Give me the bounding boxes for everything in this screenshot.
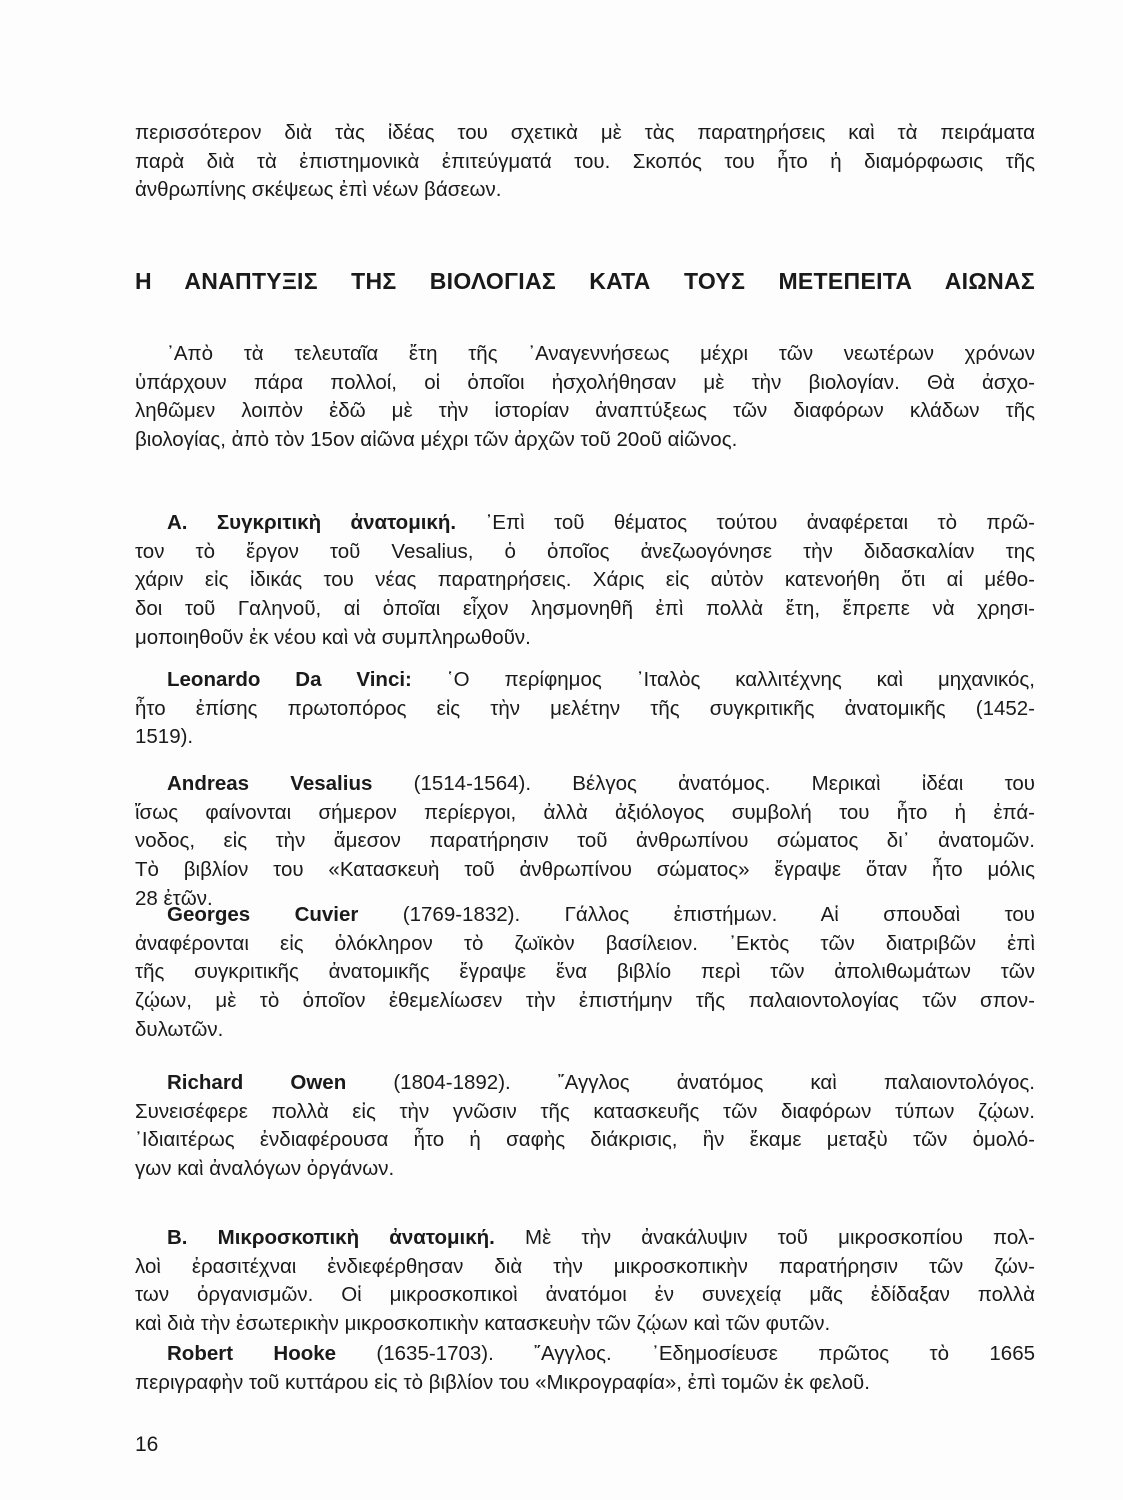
line-text: ᾽Απὸ τὰ τελευταῖα ἔτη τῆς ᾽Αναγεννήσεως μέχρι τῶν νεωτέρων χρόνων [167, 342, 1035, 365]
line-text: χάριν εἰς ἰδικάς του νέας παρατηρήσεις. Χάρις εἰς αὐτὸν κατενοήθη ὅτι αἱ μέθο- [135, 568, 1035, 592]
line-text: (1804-1892). ῎Αγγλος ἀνατόμος καὶ παλαιοντολόγος. [346, 1071, 1036, 1094]
line-text: περιγραφὴν τοῦ κυττάρου εἰς τὸ βιβλίον του «Μικρογραφία», ἐπὶ τομῶν ἐκ φελοῦ. [135, 1370, 870, 1394]
text-line [135, 901, 1035, 930]
text-line [135, 538, 1035, 567]
text-line [135, 119, 1035, 148]
text-line [135, 1253, 1035, 1282]
text-line [135, 595, 1035, 624]
page-number: 16 [135, 1433, 159, 1456]
line-text: μοποιηθοῦν ἐκ νέου καὶ νὰ συμπληρωθοῦν. [135, 625, 531, 649]
bold-lead: Α. Συγκριτικὴ ἀνατομική. [167, 511, 457, 534]
line-text: τῆς συγκριτικῆς ἀνατομικῆς ἔγραψε ἕνα βιβλίο περὶ τῶν ἀπολιθωμάτων τῶν [135, 960, 1035, 984]
text-line [135, 340, 1035, 369]
line-text: Μὲ τὴν ἀνακάλυψιν τοῦ μικροσκοπίου πολ- [494, 1226, 1035, 1249]
text-line [135, 958, 1035, 987]
text-line [135, 1098, 1035, 1127]
line-text: ἀναφέρονται εἰς ὁλόκληρον τὸ ζωϊκὸν βασίλειον. ᾽Εκτὸς τῶν διατριβῶν ἐπὶ [135, 931, 1035, 955]
text-line [135, 1126, 1035, 1155]
line-text: δοι τοῦ Γαληνοῦ, αἱ ὁποῖαι εἶχον λησμονηθῆ ἐπὶ πολλὰ ἔτη, ἔπρεπε νὰ χρησι- [135, 597, 1035, 621]
line-text: ἴσως φαίνονται σήμερον περίεργοι, ἀλλὰ ἀξιόλογος συμβολή του ἦτο ἡ ἐπά- [135, 800, 1035, 824]
paragraph-overview [135, 340, 1035, 455]
section-heading: Η ΑΝΑΠΤΥΞΙΣ ΤΗΣ ΒΙΟΛΟΓΙΑΣ ΚΑΤΑ ΤΟΥΣ ΜΕΤΕΠΕΙΤΑ ΑΙΩΝΑΣ [135, 268, 1035, 294]
paragraph-hooke [135, 1340, 1035, 1397]
text-line [135, 1155, 1035, 1184]
line-text: γων καὶ ἀναλόγων ὀργάνων. [135, 1157, 395, 1181]
intro-paragraph [135, 119, 1035, 205]
line-text: ᾽Επὶ τοῦ θέματος τούτου ἀναφέρεται τὸ πρῶ- [456, 511, 1035, 534]
line-text: ᾽Ιδιαιτέρως ἐνδιαφέρουσα ἦτο ἡ σαφὴς διάκρισις, ἣν ἔκαμε μεταξὺ τῶν ὁμολό- [135, 1128, 1035, 1152]
text-line [135, 509, 1035, 538]
line-text: δυλωτῶν. [135, 1017, 224, 1041]
line-text: (1635-1703). ῎Αγγλος. ᾽Εδημοσίευσε πρῶτος τὸ 1665 [336, 1342, 1035, 1365]
text-line [135, 1069, 1035, 1098]
bold-lead: Richard Owen [167, 1071, 347, 1094]
paragraph-cuvier [135, 901, 1035, 1045]
text-line [135, 176, 1035, 205]
bold-lead: Leonardo Da Vinci: [167, 668, 412, 691]
text-line [135, 856, 1035, 885]
text-line [135, 566, 1035, 595]
text-line [135, 426, 1035, 455]
line-text: ζῴων, μὲ τὸ ὁποῖον ἐθεμελίωσεν τὴν ἐπιστήμην τῆς παλαιοντολογίας τῶν σπον- [135, 989, 1035, 1013]
text-line [135, 624, 1035, 653]
line-text: Τὸ βιβλίον του «Κατασκευὴ τοῦ ἀνθρωπίνου σώματος» ἔγραψε ὅταν ἦτο μόλις [135, 858, 1035, 882]
bold-lead: Georges Cuvier [167, 903, 359, 926]
text-line [135, 1281, 1035, 1310]
paragraph-comparative-anatomy [135, 509, 1035, 653]
line-text: των ὀργανισμῶν. Οἱ μικροσκοπικοὶ ἀνατόμοι ἐν συνεχείᾳ μᾶς ἐδίδαξαν πολλὰ [135, 1283, 1035, 1307]
text-line [135, 1369, 1035, 1398]
line-text: τον τὸ ἔργον τοῦ Vesalius, ὁ ὁποῖος ἀνεζωογόνησε τὴν διδασκαλίαν της [135, 539, 1035, 563]
line-text: ῾Ο περίφημος ᾽Ιταλὸς καλλιτέχνης καὶ μηχανικός, [411, 668, 1036, 691]
text-line [135, 369, 1035, 398]
line-text: λοὶ ἐρασιτέχναι ἐνδιεφέρθησαν διὰ τὴν μικροσκοπικὴν παρατήρησιν τῶν ζών- [135, 1254, 1035, 1278]
line-text: ἦτο ἐπίσης πρωτοπόρος εἰς τὴν μελέτην τῆς συγκριτικῆς ἀνατομικῆς (1452- [135, 696, 1035, 720]
text-line [135, 723, 1035, 752]
paragraph-owen [135, 1069, 1035, 1184]
text-line [135, 666, 1035, 695]
line-text: ἀνθρωπίνης σκέψεως ἐπὶ νέων βάσεων. [135, 178, 502, 202]
text-line [135, 827, 1035, 856]
paragraph-vesalius [135, 770, 1035, 914]
text-line [135, 148, 1035, 177]
text-line [135, 1224, 1035, 1253]
text-line [135, 799, 1035, 828]
line-text: Συνεισέφερε πολλὰ εἰς τὴν γνῶσιν τῆς κατασκευῆς τῶν διαφόρων τύπων ζῴων. [135, 1099, 1035, 1123]
line-text: 1519). [135, 725, 194, 749]
text-line [135, 930, 1035, 959]
text-line [135, 770, 1035, 799]
line-text: (1514-1564). Βέλγος ἀνατόμος. Μερικαὶ ἰδέαι του [372, 772, 1035, 795]
line-text: παρὰ διὰ τὰ ἐπιστημονικὰ ἐπιτεύγματά του. Σκοπός του ἦτο ἡ διαμόρφωσις τῆς [135, 149, 1035, 173]
text-line [135, 397, 1035, 426]
paragraph-microscopic-anatomy [135, 1224, 1035, 1339]
bold-lead: Β. Μικροσκοπικὴ ἀνατομική. [167, 1226, 495, 1249]
line-text: ὑπάρχουν πάρα πολλοί, οἱ ὁποῖοι ἠσχολήθησαν μὲ τὴν βιολογίαν. Θὰ ἀσχο- [135, 370, 1035, 394]
line-text: 28 ἐτῶν. [135, 886, 213, 910]
text-line [135, 1340, 1035, 1369]
line-text: περισσότερον διὰ τὰς ἰδέας του σχετικὰ μὲ τὰς παρατηρήσεις καὶ τὰ πειράματα [135, 121, 1035, 144]
bold-lead: Robert Hooke [167, 1342, 337, 1365]
text-line [135, 987, 1035, 1016]
line-text: καὶ διὰ τὴν ἐσωτερικὴν μικροσκοπικὴν κατασκευὴν τῶν ζῴων καὶ τῶν φυτῶν. [135, 1312, 831, 1336]
text-line [135, 1016, 1035, 1045]
line-text: νοδος, εἰς τὴν ἄμεσον παρατήρησιν τοῦ ἀνθρωπίνου σώματος δι᾽ ἀνατομῶν. [135, 829, 1035, 853]
paragraph-leonardo [135, 666, 1035, 752]
line-text: βιολογίας, ἀπὸ τὸν 15ον αἰῶνα μέχρι τῶν ἀρχῶν τοῦ 20οῦ αἰῶνος. [135, 428, 738, 452]
bold-lead: Andreas Vesalius [167, 772, 373, 795]
text-line [135, 695, 1035, 724]
text-line [135, 1310, 1035, 1339]
line-text: (1769-1832). Γάλλος ἐπιστήμων. Αἱ σπουδαὶ του [358, 903, 1036, 926]
line-text: ληθῶμεν λοιπὸν ἐδῶ μὲ τὴν ἱστορίαν ἀναπτύξεως τῶν διαφόρων κλάδων τῆς [135, 399, 1035, 423]
